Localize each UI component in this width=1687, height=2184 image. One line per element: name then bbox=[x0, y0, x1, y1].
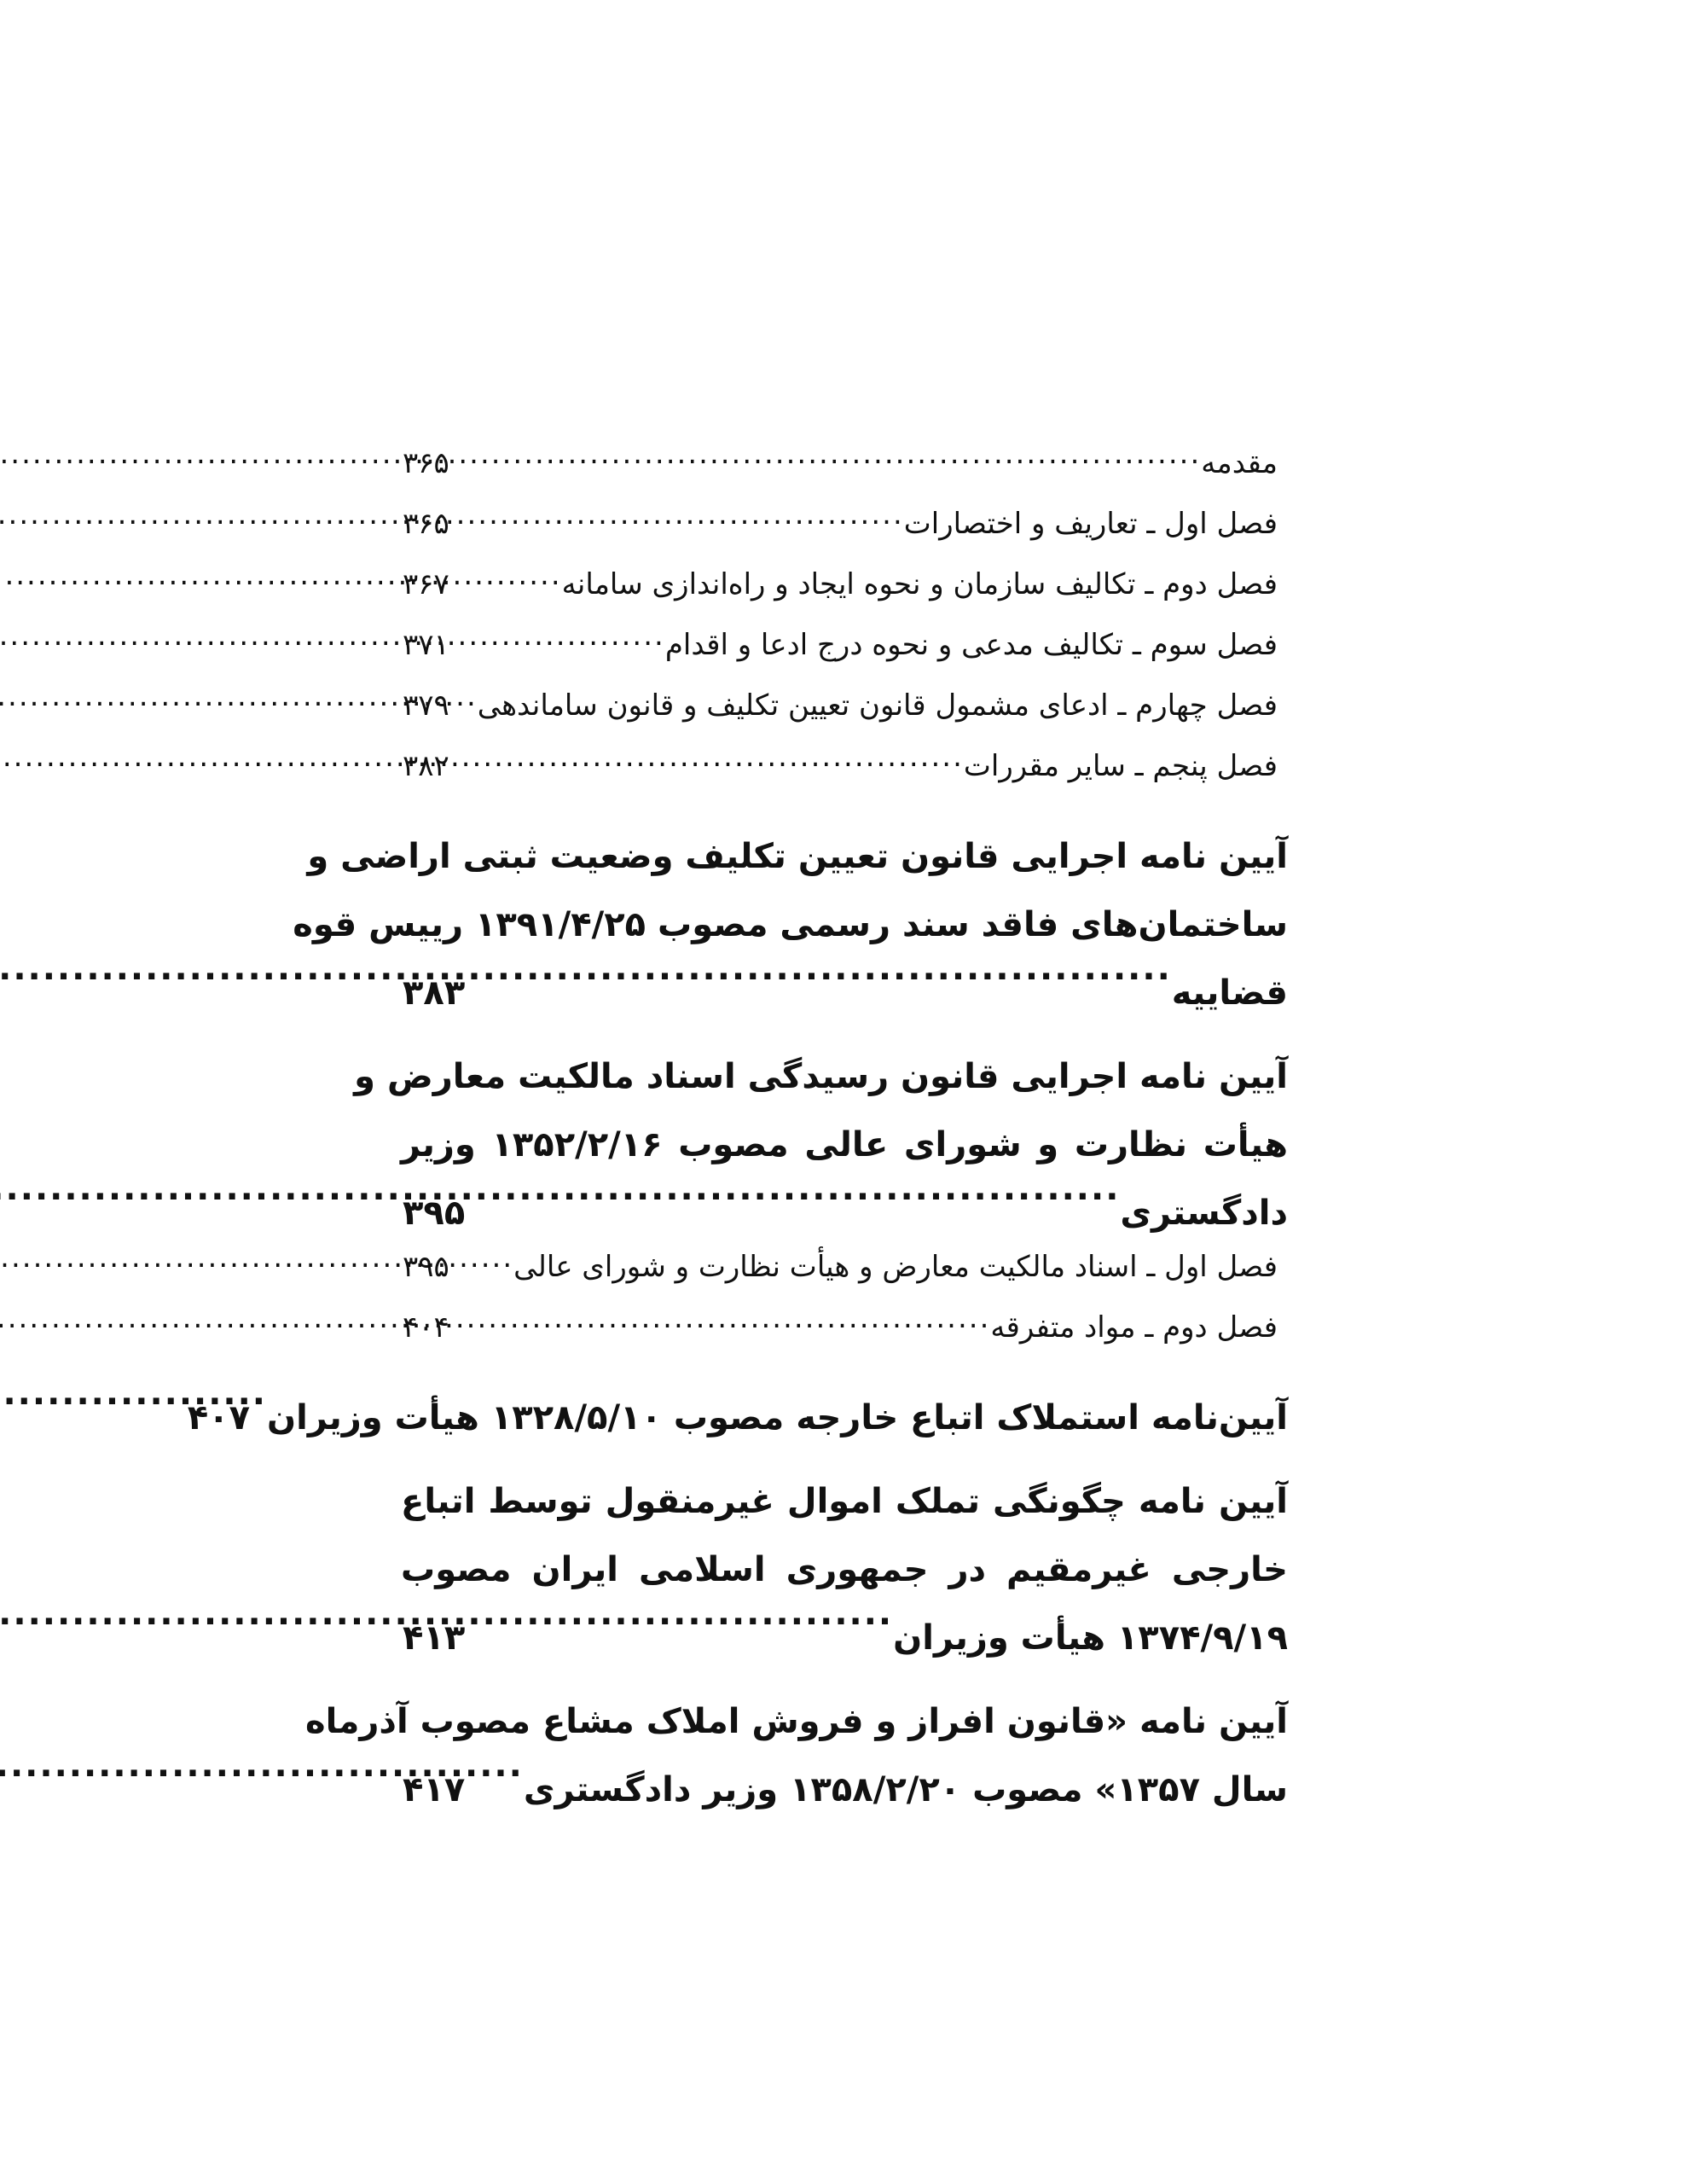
toc-main-entry[interactable] bbox=[401, 1467, 1288, 1672]
toc-page-number: ۴۱۳ bbox=[403, 1618, 466, 1658]
toc-entry[interactable] bbox=[401, 746, 1288, 807]
dot-leader bbox=[449, 504, 904, 533]
toc-page-number: ۴۰۷ bbox=[187, 1398, 250, 1438]
toc-entry-title: فصل اول ـ اسناد مالکیت معارض و هیأت نظارت و شورای عالی bbox=[513, 1250, 1278, 1284]
dot-leader bbox=[465, 1767, 524, 1801]
toc-page-number: ۳۶۷ bbox=[403, 567, 449, 601]
toc-page-number: ۳۷۹ bbox=[403, 688, 449, 723]
toc-page-number: ۳۶۵ bbox=[403, 507, 449, 541]
toc-main-title-line: ساختمان‌های فاقد سند رسمی مصوب ۱۳۹۱/۴/۲۵ رییس قوه bbox=[293, 905, 1288, 944]
dot-leader bbox=[449, 1247, 513, 1276]
toc-entry-title: فصل دوم ـ مواد متفرقه bbox=[990, 1310, 1278, 1345]
toc-entry[interactable] bbox=[401, 686, 1288, 746]
dot-leader bbox=[465, 970, 1172, 1004]
dot-leader bbox=[465, 1615, 893, 1649]
toc-main-title-line: آیین نامه چگونگی تملک اموال غیرمنقول توسط اتباع bbox=[401, 1482, 1288, 1521]
dot-leader bbox=[250, 1395, 267, 1429]
dot-leader bbox=[449, 746, 964, 775]
toc-page-number: ۳۶۵ bbox=[403, 446, 449, 480]
toc-main-entry[interactable] bbox=[187, 1384, 1288, 1452]
toc-main-title-line: هیأت نظارت و شورای عالی مصوب ۱۳۵۲/۲/۱۶ وزیر bbox=[401, 1125, 1288, 1165]
toc-page-number: ۳۸۲ bbox=[403, 749, 449, 783]
dot-leader bbox=[449, 444, 1202, 473]
dot-leader bbox=[449, 565, 562, 594]
toc-main-title-line: آیین نامه اجرایی قانون رسیدگی اسناد مالکیت معارض و bbox=[354, 1057, 1288, 1096]
toc-page-number: ۴۰۴ bbox=[403, 1310, 449, 1345]
toc-page-number: ۴۱۷ bbox=[403, 1770, 466, 1809]
toc-main-title-line: آیین‌نامه استملاک اتباع خارجه مصوب ۱۳۲۸/۵/۱۰ هیأت وزیران bbox=[267, 1398, 1288, 1438]
toc-entry-title: مقدمه bbox=[1201, 446, 1278, 480]
toc-main-title-line: خارجی غیرمقیم در جمهوری اسلامی ایران مصوب bbox=[401, 1550, 1288, 1589]
toc-main-title-line: دادگستری bbox=[1120, 1194, 1288, 1233]
toc-main-title-line: قضاییه bbox=[1171, 973, 1288, 1013]
toc-entry-title: فصل اول ـ تعاریف و اختصارات bbox=[903, 507, 1278, 541]
toc-main-title-line: آیین نامه اجرایی قانون تعیین تکلیف وضعیت ثبتی اراضی و bbox=[307, 837, 1288, 876]
toc-page-number: ۳۷۱ bbox=[403, 628, 449, 662]
toc-page-number: ۳۹۵ bbox=[403, 1250, 449, 1284]
toc-entry-title: فصل سوم ـ تکالیف مدعی و نحوه درج ادعا و اقدام bbox=[664, 628, 1278, 662]
toc-entry-title: فصل پنجم ـ سایر مقررات bbox=[963, 749, 1278, 783]
toc-entry[interactable] bbox=[401, 625, 1288, 686]
toc-entry[interactable] bbox=[401, 1308, 1288, 1368]
toc-main-title-line: سال ۱۳۵۷» مصوب ۱۳۵۸/۲/۲۰ وزیر دادگستری bbox=[523, 1770, 1288, 1809]
dot-leader bbox=[449, 686, 478, 715]
toc-page-number: ۳۹۵ bbox=[403, 1194, 466, 1233]
toc-entry-title: فصل چهارم ـ ادعای مشمول قانون تعیین تکلیف و قانون ساماندهی bbox=[477, 688, 1278, 723]
toc-page-number: ۳۸۳ bbox=[403, 973, 466, 1013]
toc-entry[interactable] bbox=[401, 1247, 1288, 1308]
toc-main-entry[interactable] bbox=[293, 822, 1288, 1027]
dot-leader bbox=[465, 1190, 1120, 1224]
dot-leader bbox=[449, 625, 665, 654]
toc-entry-title: فصل دوم ـ تکالیف سازمان و نحوه ایجاد و راه‌اندازی سامانه bbox=[561, 567, 1278, 601]
toc-main-title-line: ۱۳۷۴/۹/۱۹ هیأت وزیران bbox=[893, 1618, 1288, 1658]
toc-main-entry[interactable] bbox=[354, 1043, 1288, 1247]
toc-main-title-line: آیین نامه «قانون افراز و فروش املاک مشاع مصوب آذرماه bbox=[305, 1702, 1288, 1741]
toc-entry[interactable] bbox=[401, 504, 1288, 565]
toc-entry[interactable] bbox=[401, 565, 1288, 625]
dot-leader bbox=[449, 1308, 991, 1337]
toc-main-entry[interactable] bbox=[305, 1687, 1288, 1824]
toc-entry[interactable] bbox=[401, 444, 1288, 504]
table-of-contents bbox=[187, 444, 1288, 1824]
